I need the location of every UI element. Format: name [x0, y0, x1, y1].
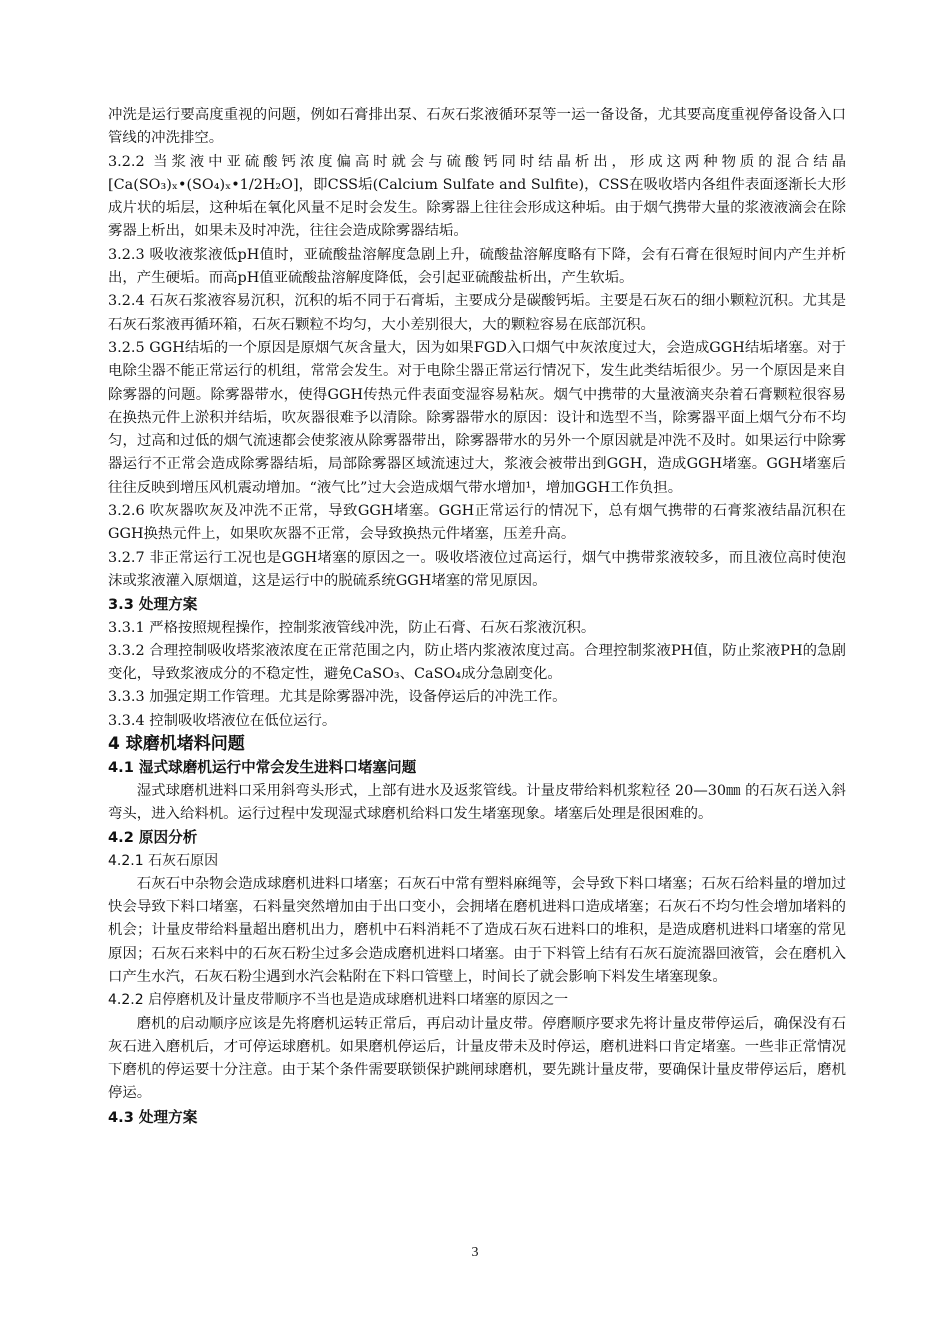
paragraph-4-2-2: 磨机的启动顺序应该是先将磨机运转正常后，再启动计量皮带。停磨顺序要求先将计量皮带停运后，确保没有石灰石进入磨机后，才可停运球磨机。如果磨机停运后，计量皮带未及时停运，磨机进料口肯定堵塞。一些非正常情况下磨机的停运要十分注意。由于某个条件需要联锁保护跳闸球磨机，要先跳计量皮带，要确保计量皮带停运后，磨机停运。 [108, 1015, 846, 1102]
paragraph-4-2-1: 石灰石中杂物会造成球磨机进料口堵塞；石灰石中常有塑料麻绳等，会导致下料口堵塞；石灰石给料量的增加过快会导致下料口堵塞，石料量突然增加由于出口变小，会拥堵在磨机进料口造成堵塞；石灰石不均匀性会增加堵料的机会；计量皮带给料量超出磨机出力，磨机中石料消耗不了造成石灰石进料口的堆积，是造成磨机进料口堵塞的常见原因；石灰石来料中的石灰石粉尘过多会造成磨机进料口堵塞。由于下料管上结有石灰石旋流器回液管，会在磨机入口产生水汽，石灰石粉尘遇到水汽会粘附在下料口管壁上，时间长了就会影响下料发生堵塞现象。 [108, 875, 846, 985]
heading-4-2-1: 4.2.1 石灰石原因 [108, 852, 219, 869]
heading-4-2: 4.2 原因分析 [108, 829, 198, 847]
heading-4-3: 4.3 处理方案 [108, 1108, 198, 1126]
paragraph-3-3-1: 3.3.1 严格按照规程操作，控制浆液管线冲洗，防止石膏、石灰石浆液沉积。 [108, 619, 596, 636]
heading-4-2-2: 4.2.2 启停磨机及计量皮带顺序不当也是造成球磨机进料口堵塞的原因之一 [108, 992, 569, 1009]
heading-3-3: 3.3 处理方案 [108, 596, 198, 614]
paragraph-3-2-3: 3.2.3 吸收液浆液低pH值时，亚硫酸盐溶解度急剧上升，硫酸盐溶解度略有下降，会有石膏在很短时间内产生并析出，产生硬垢。而高pH值亚硫酸盐溶解度降低，会引起亚硫酸盐析出，产生软垢。 [108, 246, 846, 287]
page-number: 3 [471, 1245, 479, 1260]
heading-4-1: 4.1 湿式球磨机运行中常会发生进料口堵塞问题 [108, 759, 417, 777]
paragraph-4-1: 湿式球磨机进料口采用斜弯头形式，上部有进水及返浆管线。计量皮带给料机浆粒径 20—30㎜ 的石灰石送入斜弯头，进入给料机。运行过程中发现湿式球磨机给料口发生堵塞现象。堵塞后处理是很困难的。 [108, 782, 846, 822]
paragraph-3-3-2: 3.3.2 合理控制吸收塔浆液浓度在正常范围之内，防止塔内浆液浓度过高。合理控制浆液PH值，防止浆液PH的急剧变化，导致浆液成分的不稳定性，避免CaSO₃、CaSO₄成分急剧变化。 [108, 642, 846, 683]
paragraph-3-2-5: 3.2.5 GGH结垢的一个原因是原烟气灰含量大，因为如果FGD入口烟气中灰浓度过大，会造成GGH结垢堵塞。对于电除尘器不能正常运行的机组，常常会发生。对于电除尘器正常运行情况下，发生此类结垢很少。另一个原因是来自除雾器的问题。除雾器带水，使得GGH传热元件表面变湿容易粘灰。烟气中携带的大量液滴夹杂着石膏颗粒很容易在换热元件上淤积并结垢，吹灰器很难予以清除。除雾器带水的原因：设计和选型不当，除雾器平面上烟气分布不均匀，过高和过低的烟气流速都会使浆液从除雾器带出，除雾器带水的另外一个原因就是冲洗不及时。如果运行中除雾器运行不正常会造成除雾器结垢，局部除雾器区域流速过大，浆液会被带出到GGH，造成GGH堵塞。GGH堵塞后往往反映到增压风机震动增加。“液气比”过大会造成烟气带水增加¹，增加GGH工作负担。 [108, 339, 846, 496]
paragraph-3-3-4: 3.3.4 控制吸收塔液位在低位运行。 [108, 712, 337, 729]
paragraph-3-2-2: 3.2.2 当浆液中亚硫酸钙浓度偏高时就会与硫酸钙同时结晶析出，形成这两种物质的混合结晶[Ca(SO₃)ₓ•(SO₄)ₓ•1/2H₂O]，即CSS垢(Calcium Sulfate and Sulfite)，CSS在吸收塔内各组件表面逐渐长大形成片状的垢层，这种垢在氧化风量不足时会发生。除雾器上往往会形成这种垢。由于烟气携带大量的浆液液滴会在除雾器上析出，如果未及时冲洗，往往会造成除雾器结垢。 [108, 153, 846, 240]
paragraph-3-2-7: 3.2.7 非正常运行工况也是GGH堵塞的原因之一。吸收塔液位过高运行，烟气中携带浆液较多，而且液位高时使泡沫或浆液灌入原烟道，这是运行中的脱硫系统GGH堵塞的常见原因。 [108, 549, 846, 589]
document-body [108, 104, 846, 1129]
paragraph-intro: 冲洗是运行要高度重视的问题，例如石膏排出泵、石灰石浆液循环泵等一运一备设备，尤其要高度重视停备设备入口管线的冲洗排空。 [108, 107, 846, 147]
paragraph-3-2-4: 3.2.4 石灰石浆液容易沉积，沉积的垢不同于石膏垢，主要成分是碳酸钙垢。主要是石灰石的细小颗粒沉积。尤其是石灰石浆液再循环箱，石灰石颗粒不均匀，大小差别很大，大的颗粒容易在底部沉积。 [108, 293, 846, 333]
paragraph-3-2-6: 3.2.6 吹灰器吹灰及冲洗不正常，导致GGH堵塞。GGH正常运行的情况下，总有烟气携带的石膏浆液结晶沉积在GGH换热元件上，如果吹灰器不正常，会导致换热元件堵塞，压差升高。 [108, 503, 846, 543]
paragraph-3-3-3: 3.3.3 加强定期工作管理。尤其是除雾器冲洗，设备停运后的冲洗工作。 [108, 689, 567, 706]
heading-4: 4 球磨机堵料问题 [108, 734, 245, 755]
